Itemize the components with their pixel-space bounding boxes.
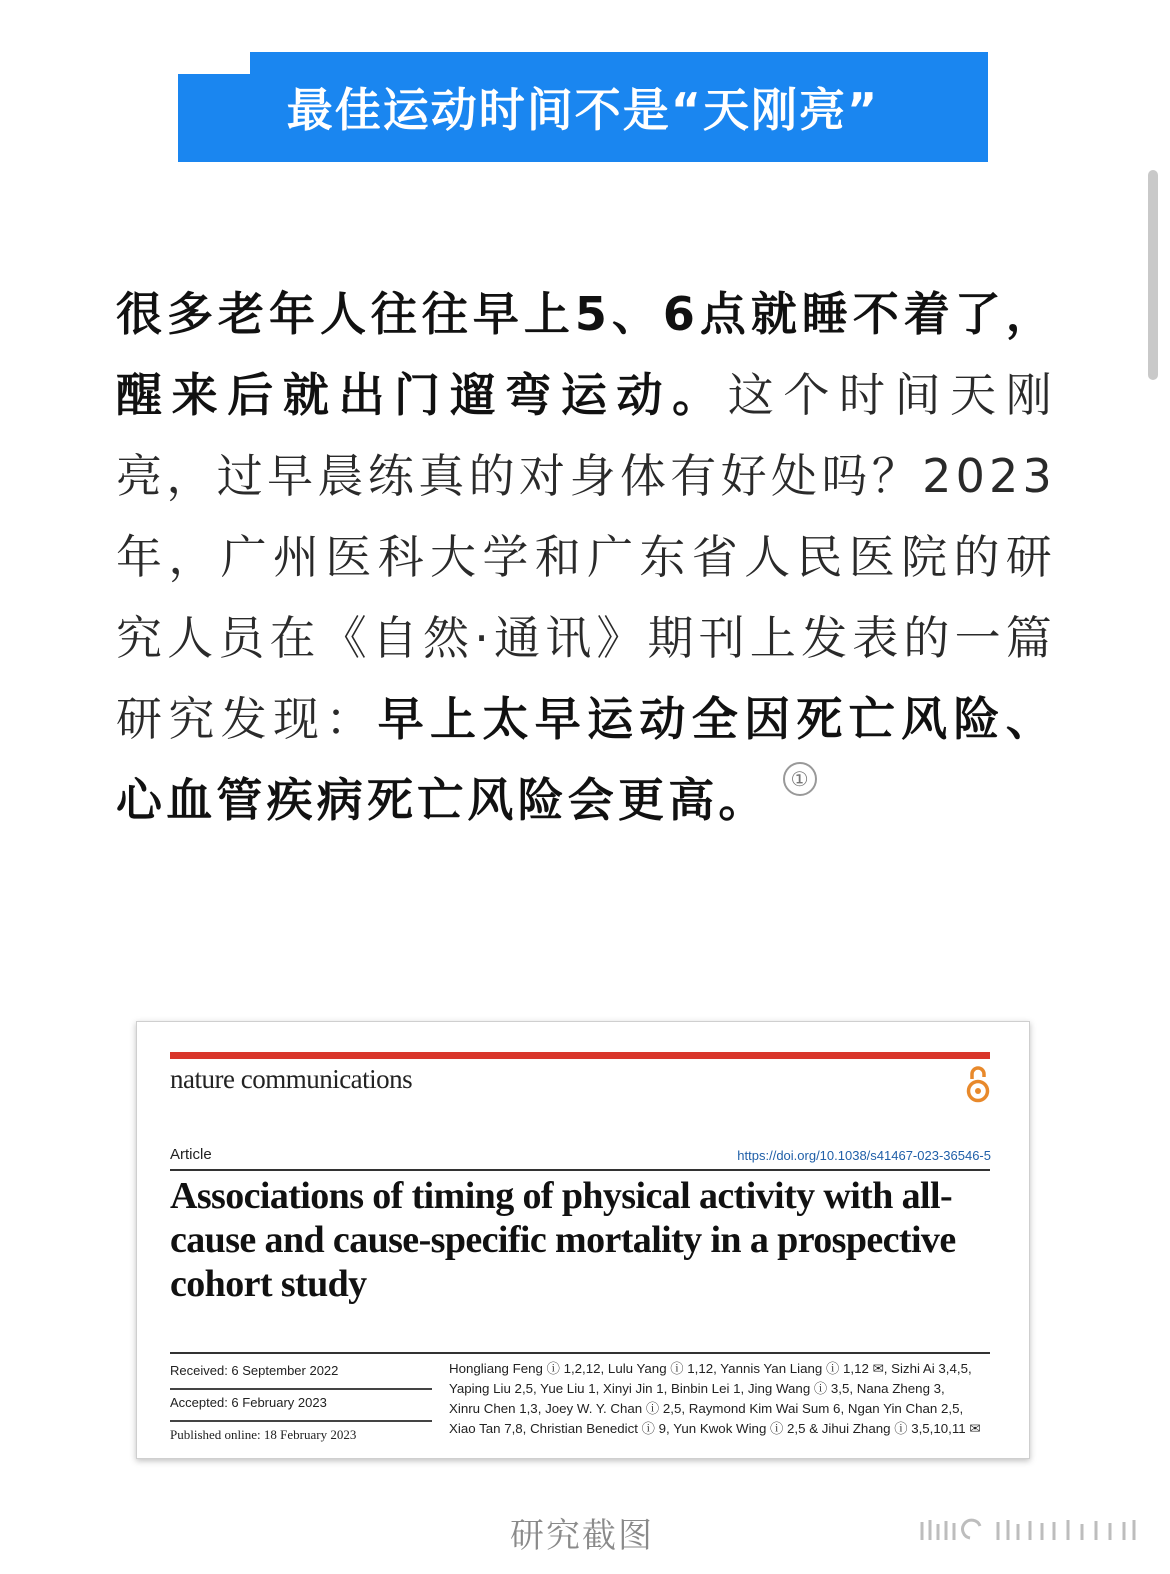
scrollbar[interactable]: [1148, 170, 1158, 380]
normal-segment: 这个时间天刚亮，过早晨练真的对身体有好处吗？2023年，广州医科大学和广东省人民医院的研究人员在《自然·通讯》期刊上发表的一篇研究发现：: [116, 368, 1056, 746]
signature-scribble: [918, 1516, 1140, 1544]
image-caption: 研究截图: [510, 1516, 654, 1556]
received-date: Received: 6 September 2022: [170, 1358, 432, 1390]
author-line: Xiao Tan 7,8, Christian Benedict ⓘ 9, Yun Kwok Wing ⓘ 2,5 & Jihui Zhang ⓘ 3,5,10,11 ✉: [449, 1421, 981, 1436]
bold-segment-1: 很多老年人往往早上5、6点就睡不着了，醒来后就出门遛弯运动。: [116, 287, 1056, 422]
paper-screenshot: [136, 1021, 1030, 1459]
title-top-rule: [170, 1169, 990, 1171]
journal-name: nature communications: [170, 1064, 413, 1094]
bold-segment-2: 早上太早运动全因死亡风险、心血管疾病死亡风险会更高。: [116, 692, 1056, 827]
author-list: [449, 1359, 994, 1439]
published-date: Published online: 18 February 2023: [170, 1427, 357, 1442]
accepted-date: Accepted: 6 February 2023: [170, 1390, 432, 1422]
author-line: Xinru Chen 1,3, Joey W. Y. Chan ⓘ 2,5, Raymond Kim Wai Sum 6, Ngan Yin Chan 2,5,: [449, 1401, 964, 1416]
author-line: Hongliang Feng ⓘ 1,2,12, Lulu Yang ⓘ 1,12, Yannis Yan Liang ⓘ 1,12 ✉, Sizhi Ai 3,4,5,: [449, 1361, 972, 1376]
open-access-icon: [965, 1064, 991, 1104]
title-bottom-rule: [170, 1352, 990, 1354]
article-type-label: Article: [170, 1146, 212, 1163]
journal-red-bar: [170, 1052, 990, 1059]
article-paragraph: [116, 274, 1056, 841]
publication-dates: [170, 1358, 432, 1452]
banner-title: 最佳运动时间不是“天刚亮”: [286, 83, 880, 137]
paper-title: Associations of timing of physical activity with all-cause and cause-specific mortality in a prospective cohort study: [170, 1175, 956, 1305]
citation-marker[interactable]: ①: [783, 762, 817, 796]
author-line: Yaping Liu 2,5, Yue Liu 1, Xinyi Jin 1, Binbin Lei 1, Jing Wang ⓘ 3,5, Nana Zheng 3,: [449, 1381, 945, 1396]
doi-link[interactable]: https://doi.org/10.1038/s41467-023-36546-5: [737, 1148, 991, 1163]
